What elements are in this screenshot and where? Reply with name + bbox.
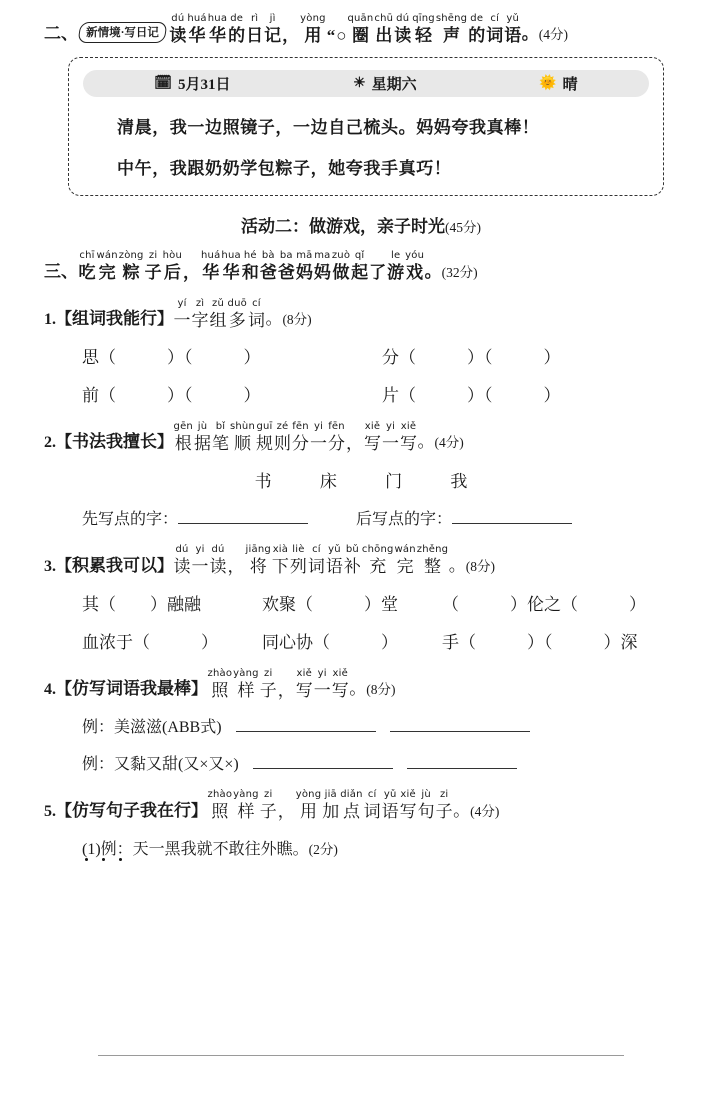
diary-date: 5月31日 — [178, 77, 231, 94]
diary-week-cell — [353, 73, 417, 94]
q3-row-2-a[interactable]: 血浓于（ ） — [82, 632, 218, 652]
bracket-open: 【 — [56, 311, 73, 329]
question-3-tag: 积累我可以 — [72, 555, 158, 575]
q5-sub-1-text: (1)例：天一黑我就不敢往外瞧。 — [82, 840, 309, 858]
question-4-tag: 仿写词语我最棒 — [72, 679, 192, 699]
question-3-ruby: dú 读 yi 一 dú 读 ， jiāng 将 xià 下 liè 列 cí 词 yǔ 语 bǔ 补 chōng 充 wán 完 zhěng 整 — [173, 544, 449, 577]
question-2-tail: 。 — [417, 432, 435, 452]
question-3-score: (8分) — [465, 558, 495, 574]
diary-weather: 晴 — [562, 77, 578, 94]
section-3-heading — [44, 251, 678, 282]
question-2-ruby: gēn 根 jù 据 bǐ 笔 shùn 顺 guī 规 zé 则 fēn 分 yi 一 fēn 分 ， xiě 写 yi 一 xiě 写 — [173, 421, 418, 454]
bracket-close: 】 — [191, 681, 208, 699]
section-2-tail: 。 — [521, 24, 539, 44]
q2-label-2: 后写点的字： — [356, 511, 453, 529]
section-2-heading — [44, 14, 678, 45]
question-1-tag: 组词我能行 — [72, 309, 158, 329]
question-2-tag: 书法我擅长 — [72, 432, 158, 452]
activity-title-row — [44, 212, 678, 237]
q1-row-2-left[interactable]: 前（ ）（ ） — [82, 386, 261, 406]
diary-week: 星期六 — [371, 77, 417, 94]
q1-row-2-right[interactable]: 片（ ）（ ） — [382, 386, 561, 406]
q3-row-1-a[interactable]: 其（ ）融融 — [82, 594, 201, 614]
q4-blank-1a[interactable] — [236, 716, 376, 732]
q5-sub-1-score: (2分) — [308, 841, 338, 857]
question-3-heading — [44, 545, 678, 576]
question-2-score: (4分) — [434, 435, 464, 451]
q2-blank-1[interactable] — [178, 508, 308, 524]
question-3-tail: 。 — [448, 555, 466, 575]
section-3-ruby: chī 吃 wán 完 zòng 粽 zi 子 hòu 后 ， huá 华 hua 华 hé 和 bà 爸 ba 爸 mā 妈 ma 妈 zuò 做 qǐ 起 了 le 游 yóu 戏 — [78, 250, 425, 283]
question-1-index: 1. — [44, 311, 56, 329]
footer-divider — [98, 1055, 624, 1056]
sun-icon: ☀ — [353, 76, 366, 92]
section-2-number: 二、 — [44, 24, 78, 44]
section-3-score: (32分) — [441, 264, 478, 280]
activity-score: (45分) — [445, 220, 481, 236]
calendar-icon: 🗓 — [154, 76, 173, 92]
q4-blank-2b[interactable] — [407, 753, 517, 769]
q2-char-list: 书 床 门 我 — [254, 472, 490, 492]
q4-example-1-label: 例：美滋滋(ABB式) — [82, 719, 222, 737]
q1-row-1 — [44, 343, 678, 368]
activity-title: 活动二：做游戏，亲子时光 — [241, 217, 445, 237]
bracket-close: 】 — [157, 311, 174, 329]
q3-row-2-c[interactable]: 手（ ）（ ）深 — [442, 632, 638, 652]
q2-blank-2[interactable] — [452, 508, 572, 524]
q1-row-2 — [44, 381, 678, 406]
question-5-heading — [44, 790, 678, 821]
section-2-ruby: dú 读 huá 华 hua 华 de 的 rì 日 jì 记 ， yòng 用 “ ○ quān 圈 chū 出 dú 读 qīng 轻 shēng 声 de 的 cí 词 yǔ 语 — [169, 13, 522, 45]
q4-example-1 — [44, 714, 678, 737]
q4-blank-1b[interactable] — [390, 716, 530, 732]
section-2-tag: 新情境·写日记 — [78, 22, 168, 43]
question-4-score: (8分) — [366, 682, 396, 698]
question-5-index: 5. — [44, 802, 56, 820]
question-2-heading — [44, 422, 678, 453]
question-3-index: 3. — [44, 557, 56, 575]
q1-row-1-right[interactable]: 分（ ）（ ） — [382, 348, 561, 368]
bracket-open: 【 — [56, 681, 73, 699]
q2-label-1: 先写点的字： — [82, 511, 179, 529]
q4-blank-2a[interactable] — [253, 753, 393, 769]
diary-box — [68, 57, 664, 196]
question-2-index: 2. — [44, 434, 56, 452]
q5-sub-1 — [44, 836, 678, 859]
bracket-open: 【 — [56, 802, 73, 820]
question-4-index: 4. — [44, 681, 56, 699]
bracket-close: 】 — [191, 802, 208, 820]
question-1-ruby: yí 一 zì 字 zǔ 组 duō 多 cí 词 — [173, 297, 265, 330]
q3-row-1 — [44, 590, 678, 615]
question-4-ruby: zhào 照 yàng 样 zi 子 ， xiě 写 yi 一 xiě 写 — [207, 667, 349, 700]
worksheet-page — [0, 14, 722, 1112]
q3-row-1-b[interactable]: 欢聚（ ）堂 — [262, 594, 398, 614]
diary-weather-cell — [539, 73, 577, 94]
section-2-score: (4分) — [538, 27, 568, 43]
question-1-score: (8分) — [282, 312, 312, 328]
diary-date-cell — [154, 73, 230, 94]
diary-line-1: 清晨，我一边照镜子，一边自己梳头。妈妈夸我真棒！ — [117, 118, 540, 139]
section-3-number: 三、 — [44, 261, 78, 281]
q2-answer-row — [44, 506, 678, 529]
q3-row-2-b[interactable]: 同心协（ ） — [262, 632, 398, 652]
bracket-close: 】 — [157, 434, 174, 452]
bracket-close: 】 — [157, 557, 174, 575]
question-5-tag: 仿写句子我在行 — [72, 800, 192, 820]
question-4-heading — [44, 669, 678, 700]
question-1-heading — [44, 299, 678, 330]
question-5-tail: 。 — [453, 800, 471, 820]
question-5-ruby: zhào 照 yàng 样 zi 子 ， yòng 用 jiā 加 diǎn 点 cí 词 yǔ 语 xiě 写 jù 句 zi 子 — [207, 789, 453, 822]
q1-row-1-left[interactable]: 思（ ）（ ） — [82, 348, 261, 368]
question-4-tail: 。 — [349, 679, 367, 699]
diary-line-2: 中午，我跟奶奶学包粽子，她夸我手真巧！ — [117, 159, 452, 180]
q4-example-2-label: 例：又黏又甜(又×又×) — [82, 756, 239, 774]
q3-row-1-c[interactable]: （ ）伦之（ ） — [442, 594, 646, 614]
bracket-open: 【 — [56, 434, 73, 452]
q4-example-2 — [44, 751, 678, 774]
q3-row-2 — [44, 628, 678, 653]
diary-header — [83, 70, 649, 97]
bracket-open: 【 — [56, 557, 73, 575]
weather-icon: 🌞 — [539, 76, 557, 92]
question-1-tail: 。 — [265, 309, 283, 329]
section-3-tail: 。 — [424, 261, 442, 281]
question-5-score: (4分) — [470, 803, 500, 819]
